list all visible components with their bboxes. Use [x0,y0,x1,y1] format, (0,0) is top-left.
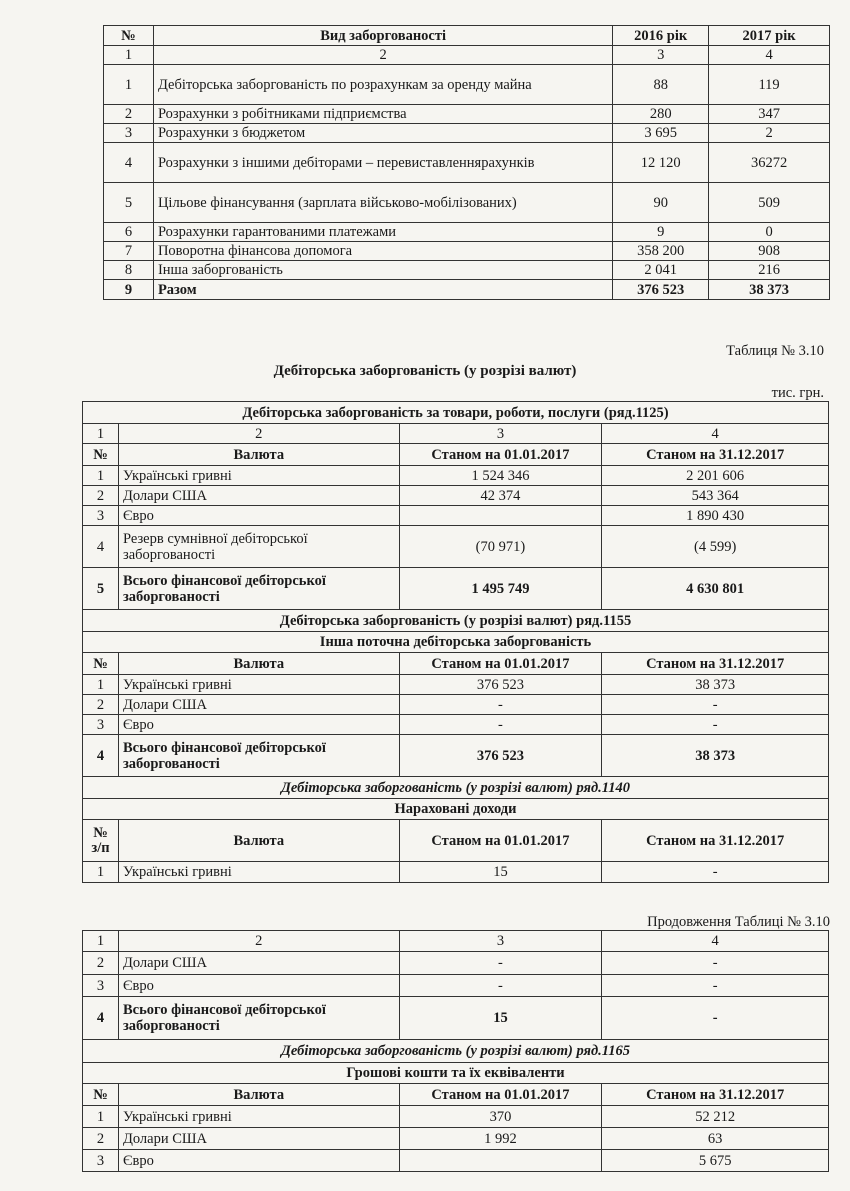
table-row: 4 Розрахунки з іншими дебіторами – перевиставленнярахунків 12 120 36272 [104,143,830,183]
table-row: 2 Долари США - - [83,695,829,715]
table-row: 8 Інша заборгованість 2 041 216 [104,261,830,280]
table-row: 6 Розрахунки гарантованими платежами 9 0 [104,223,830,242]
table-row: 3 Євро - - [83,975,829,997]
table-row: 2 Розрахунки з робітниками підприємства 280 347 [104,105,830,124]
total-row: 4 Всього фінансової дебіторської заборгованості 376 523 38 373 [83,735,829,777]
col-header-number: № [104,26,154,46]
table-row: 3 Євро 5 675 [83,1150,829,1172]
section-subtitle-accrued-income: Нараховані доходи [83,799,829,820]
section-title-1125: Дебіторська заборгованість за товари, роботи, послуги (ряд.1125) [83,402,829,424]
section-subtitle-cash-equivalents: Грошові кошти та їх еквіваленти [83,1063,829,1084]
col-header-debt-type: Вид заборгованості [153,26,612,46]
debt-type-table [103,25,830,300]
continuation-caption: Продовження Таблиці № 3.10 [647,914,830,930]
section-subtitle-other-receivables: Інша поточна дебіторська заборгованість [83,632,829,653]
currency-debt-table-continued [82,930,829,1172]
header-row: № Валюта Станом на 01.01.2017 Станом на 31.12.2017 [83,444,829,466]
table-row: 1 Українські гривні 376 523 38 373 [83,675,829,695]
table-row: 3 Євро 1 890 430 [83,506,829,526]
table-row: 1 Українські гривні 370 52 212 [83,1106,829,1128]
table-row: 1 Українські гривні 1 524 346 2 201 606 [83,466,829,486]
total-row: 9 Разом 376 523 38 373 [104,280,830,300]
col-header-2017: 2017 рік [709,26,830,46]
header-row: № Валюта Станом на 01.01.2017 Станом на 31.12.2017 [83,1084,829,1106]
table-row: 1 Дебіторська заборгованість по розрахункам за оренду майна 88 119 [104,65,830,105]
table-title: Дебіторська заборгованість (у розрізі валют) [273,363,577,379]
section-title-1140: Дебіторська заборгованість (у розрізі валют) ряд.1140 [83,777,829,799]
header-row: № Валюта Станом на 01.01.2017 Станом на 31.12.2017 [83,653,829,675]
table-row: 5 Цільове фінансування (зарплата військово-мобілізованих) 90 509 [104,183,830,223]
index-row: 1 2 3 4 [83,424,829,444]
table-row: 2 Долари США 42 374 543 364 [83,486,829,506]
header-row: № з/п Валюта Станом на 01.01.2017 Станом на 31.12.2017 [83,820,829,862]
col-header-2016: 2016 рік [613,26,709,46]
index-row: 1 2 3 4 [83,931,829,952]
table-row: 2 Долари США - - [83,952,829,975]
total-row: 5 Всього фінансової дебіторської заборгованості 1 495 749 4 630 801 [83,568,829,610]
table-caption: Таблиця № 3.10 [726,343,824,359]
total-row: 4 Всього фінансової дебіторської заборгованості 15 - [83,997,829,1040]
section-title-1155: Дебіторська заборгованість (у розрізі валют) ряд.1155 [83,610,829,632]
table-row: 2 Долари США 1 992 63 [83,1128,829,1150]
index-row: 1 2 3 4 [104,46,830,65]
table-row: 7 Поворотна фінансова допомога 358 200 908 [104,242,830,261]
section-title-1165: Дебіторська заборгованість (у розрізі валют) ряд.1165 [83,1040,829,1063]
table-row: 4 Резерв сумнівної дебіторської заборгованості (70 971) (4 599) [83,526,829,568]
table-row: 1 Українські гривні 15 - [83,862,829,883]
unit-label: тис. грн. [771,385,824,401]
currency-debt-table [82,401,829,883]
table-row: 3 Розрахунки з бюджетом 3 695 2 [104,124,830,143]
table-row: 3 Євро - - [83,715,829,735]
